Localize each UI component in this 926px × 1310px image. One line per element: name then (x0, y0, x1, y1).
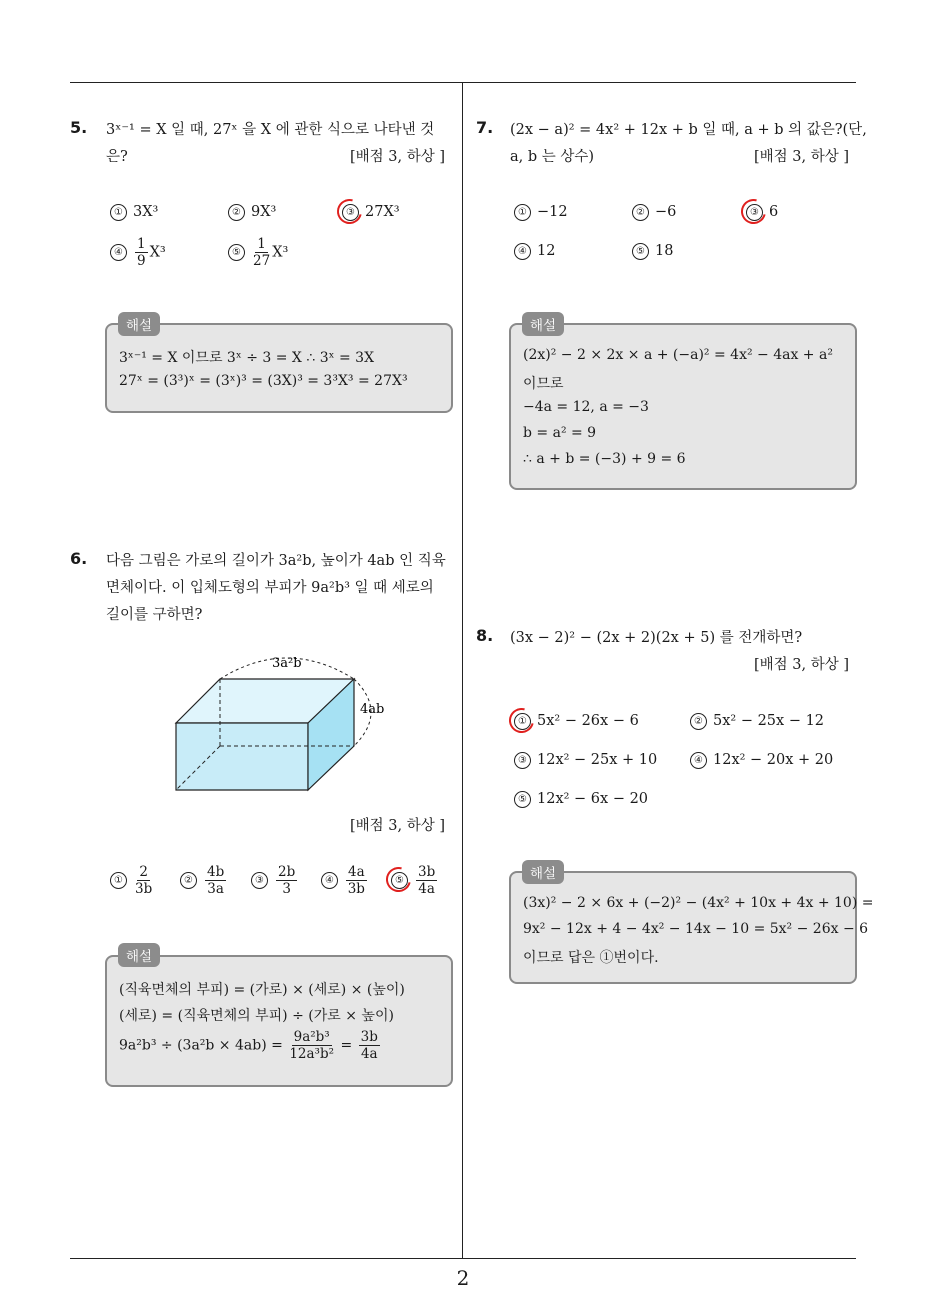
fraction: $\frac{1}{9}$ (137, 236, 146, 269)
choice-marker: ③ (746, 204, 763, 221)
solution-box (509, 871, 874, 984)
column-divider (462, 83, 463, 1259)
choice-2[interactable] (180, 864, 228, 897)
choice-text: 5x² − 25x − 12 (713, 713, 825, 729)
choice-3[interactable] (514, 750, 657, 770)
choice-marker: ⑤ (632, 243, 649, 260)
choice-marker: ② (632, 204, 649, 221)
score-meta: [배점 3, 하상 ] (350, 149, 446, 165)
choice-4[interactable] (514, 241, 555, 261)
solution-tag: 해설 (522, 860, 564, 884)
choice-text: 27X³ (365, 204, 400, 220)
choice-text: 12x² − 25x + 10 (537, 752, 658, 768)
choice-4[interactable] (321, 864, 369, 897)
solution-tag: 해설 (522, 312, 564, 336)
choice-2[interactable] (228, 202, 276, 222)
fraction: $\frac{2b}{3}$ (278, 864, 296, 897)
choice-1[interactable] (514, 711, 639, 731)
question-text: 은? (106, 149, 128, 165)
choice-text: 12 (537, 243, 556, 259)
choice-5[interactable] (632, 241, 673, 261)
height-label: 4ab (360, 702, 385, 717)
solution-line: b = a² = 9 (523, 425, 597, 441)
answer-mark (381, 862, 415, 896)
solution-line: 이므로 (523, 376, 564, 392)
choice-text: 6 (769, 204, 779, 220)
solution-line: (세로) = (직육면체의 부피) ÷ (가로 × 높이) (119, 1008, 394, 1024)
solution-tag: 해설 (118, 943, 160, 967)
width-label: 3a²b (272, 656, 302, 671)
choice-text: 18 (655, 243, 674, 259)
top-rule (70, 82, 856, 83)
choice-3[interactable] (746, 202, 778, 222)
choice-marker: ③ (342, 204, 359, 221)
choice-text: 12x² − 20x + 20 (713, 752, 834, 768)
solution-line: 27ˣ = (3³)ˣ = (3ˣ)³ = (3X)³ = 3³X³ = 27X³ (119, 373, 408, 389)
solution-line: −4a = 12, a = −3 (523, 399, 649, 415)
choice-marker: ① (514, 204, 531, 221)
choice-marker: ② (228, 204, 245, 221)
question-number: 6. (70, 549, 88, 568)
choice-3[interactable] (251, 864, 299, 897)
choice-marker: ① (110, 204, 127, 221)
choice-text: −12 (537, 204, 568, 220)
bottom-rule (70, 1258, 856, 1259)
question-text: (3x − 2)² − (2x + 2)(2x + 5) 를 전개하면? (510, 630, 803, 646)
choice-marker: ④ (690, 752, 707, 769)
choice-marker: ① (110, 872, 127, 889)
choice-2[interactable] (690, 711, 824, 731)
choice-1[interactable] (514, 202, 568, 222)
choice-marker: ② (690, 713, 707, 730)
fraction: $\frac{1}{27}$ (253, 236, 271, 269)
score-meta: [배점 3, 하상 ] (754, 149, 850, 165)
choice-marker: ⑤ (514, 791, 531, 808)
choice-text: −6 (655, 204, 677, 220)
solution-line: 이므로 답은 ①번이다. (523, 950, 659, 966)
choice-marker: ⑤ (391, 872, 408, 889)
question-text: (2x − a)² = 4x² + 12x + b 일 때, a + b 의 값은?(단, (510, 122, 867, 138)
fraction: $\frac{3b}{4a}$ (418, 864, 436, 897)
choice-marker: ③ (514, 752, 531, 769)
solution-line: 3ˣ⁻¹ = X 이므로 3ˣ ÷ 3 = X ∴ 3ˣ = 3X (119, 350, 375, 366)
question-text: 다음 그림은 가로의 길이가 3a²b, 높이가 4ab 인 직육 (106, 553, 446, 569)
choice-5[interactable] (514, 789, 648, 809)
answer-mark (504, 703, 538, 737)
page-number: 2 (456, 1266, 470, 1290)
choice-1[interactable] (110, 864, 154, 897)
choice-marker: ② (180, 872, 197, 889)
choice-4[interactable] (690, 750, 833, 770)
choice-2[interactable] (632, 202, 676, 222)
question-number: 8. (476, 626, 494, 645)
choice-5[interactable]: ⑤ $\frac{1}{27}$ X³ (228, 236, 288, 269)
fraction: $\frac{4b}{3a}$ (207, 864, 225, 897)
choice-marker: ④ (110, 244, 127, 261)
solution-box (105, 955, 453, 1087)
choice-4[interactable]: ④ $\frac{1}{9}$ X³ (110, 236, 166, 269)
choice-marker: ⑤ (228, 244, 245, 261)
choice-marker: ① (514, 713, 531, 730)
answer-mark (332, 194, 366, 228)
question-text: a, b 는 상수) (510, 149, 595, 165)
cuboid-front-face (176, 723, 308, 790)
choice-1[interactable] (110, 202, 158, 222)
cuboid-figure (160, 645, 400, 805)
choice-3[interactable] (342, 202, 400, 222)
solution-tag: 해설 (118, 312, 160, 336)
question-number: 7. (476, 118, 494, 137)
solution-box (509, 323, 857, 490)
score-meta: [배점 3, 하상 ] (350, 818, 446, 834)
solution-line: (3x)² − 2 × 6x + (−2)² − (4x² + 10x + 4x + 10) = (523, 895, 874, 911)
choice-5[interactable] (391, 864, 439, 897)
choice-text: 9X³ (251, 204, 277, 220)
solution-box (105, 323, 453, 413)
question-text: 3ˣ⁻¹ = X 일 때, 27ˣ 을 X 에 관한 식으로 나타낸 것 (106, 122, 435, 138)
solution-line: 9x² − 12x + 4 − 4x² − 14x − 10 = 5x² − 26x − 6 (523, 921, 869, 937)
question-text: 길이를 구하면? (106, 607, 203, 623)
choice-text: 5x² − 26x − 6 (537, 713, 639, 729)
question-number: 5. (70, 118, 88, 137)
choice-marker: ④ (321, 872, 338, 889)
score-meta: [배점 3, 하상 ] (754, 657, 850, 673)
choice-text: 3X³ (133, 204, 159, 220)
choice-text: 12x² − 6x − 20 (537, 791, 649, 807)
solution-line: ∴ a + b = (−3) + 9 = 6 (523, 451, 686, 467)
fraction: $\frac{2}{3b}$ (135, 864, 153, 897)
choice-marker: ④ (514, 243, 531, 260)
answer-mark (736, 194, 770, 228)
fraction: $\frac{4a}{3b}$ (347, 864, 365, 897)
question-text: 면체이다. 이 입체도형의 부피가 9a²b³ 일 때 세로의 (106, 580, 434, 596)
solution-line: (직육면체의 부피) = (가로) × (세로) × (높이) (119, 982, 405, 998)
choice-marker: ③ (251, 872, 268, 889)
solution-equation: 9a²b³ ÷ (3a²b × 4ab) = $\frac{\text{9a²b³}}{\text{12a³b²}}$ = $\frac{3b}{4a}$ (119, 1029, 378, 1062)
solution-line: (2x)² − 2 × 2x × a + (−a)² = 4x² − 4ax + a² (523, 347, 833, 363)
